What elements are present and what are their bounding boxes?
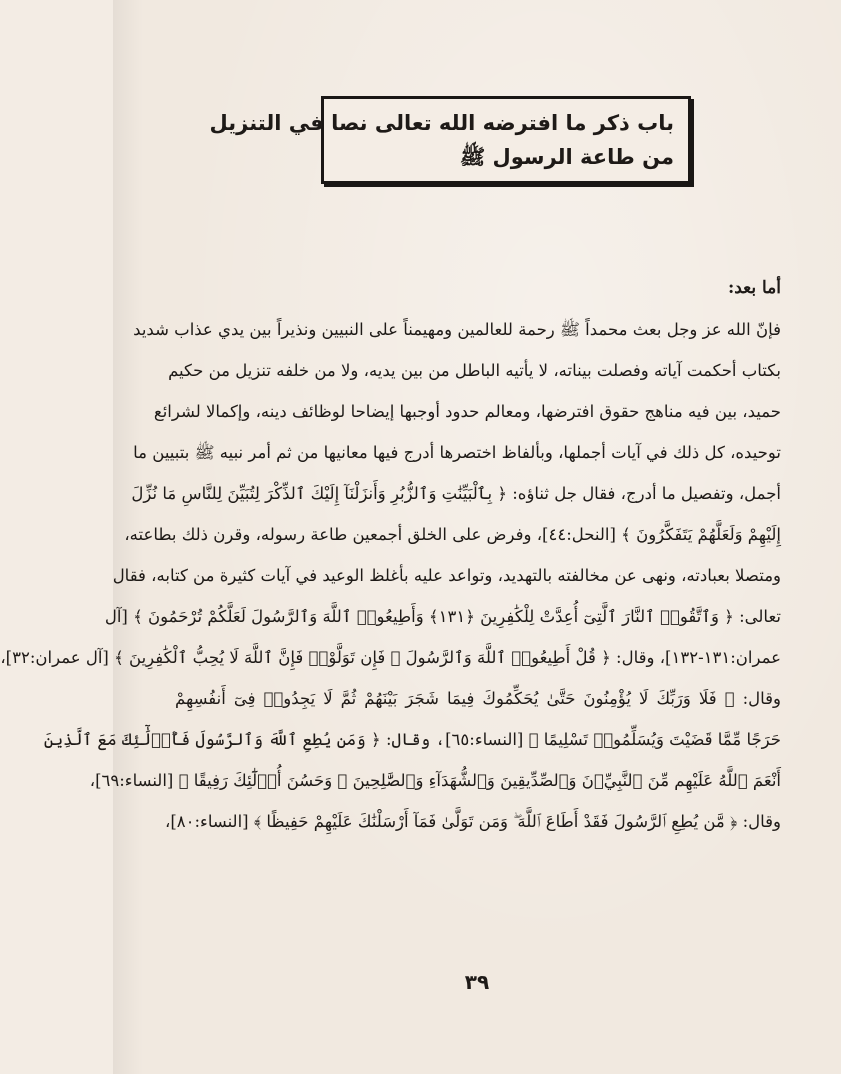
text-line: وقال: ﴿ مَّن يُطِعِ ٱلرَّسُولَ فَقَدْ أَطَاعَ ٱللَّهَ ۖ وَمَن تَوَلَّىٰ فَمَآ أَرْسَلْنَٰكَ عَلَيْهِمْ حَفِيظًا ﴾ [النساء:٨٠]، (165, 812, 781, 831)
text-line: أما بعد: (727, 278, 781, 298)
page-number: ٣٩ (464, 970, 490, 994)
body-text (0, 268, 781, 842)
text-line: أجمل، وتفصيل ما أدرج، فقال جل ثناؤه: ﴿ بِٱلْبَيِّنَٰتِ وَٱلزُّبُرِ وَأَنزَلْنَآ إِلَيْكَ ٱلذِّكْرَ لِتُبَيِّنَ لِلنَّاسِ مَا نُزِّلَ (131, 484, 781, 503)
text-line: حَرَجًا مِّمَّا قَضَيْتَ وَيُسَلِّمُوا۟ تَسْلِيمًا ﴾ [النساء:٦٥]، وقال: ﴿ وَمَن يُطِعِ ٱللَّهَ وَٱلرَّسُولَ فَأُو۟لَٰٓئِكَ مَعَ ٱلَّذِينَ (43, 730, 781, 749)
chapter-heading-line-2: من طاعة الرسول ﷺ (459, 145, 674, 169)
text-line: تعالى: ﴿ وَٱتَّقُوا۟ ٱلنَّارَ ٱلَّتِىٓ أُعِدَّتْ لِلْكَٰفِرِينَ ﴿١٣١﴾ وَأَطِيعُوا۟ ٱللَّهَ وَٱلرَّسُولَ لَعَلَّكُمْ تُرْحَمُونَ ﴾ [آل (104, 607, 781, 626)
text-line: فإنّ الله عز وجل بعث محمداً ﷺ رحمة للعالمين ومهيمناً على النبيين ونذيراً بين يدي عذاب شديد (133, 320, 781, 339)
text-line: بكتاب أحكمت آياته وفصلت بيناته، لا يأتيه الباطل من بين يديه، ولا من خلفه تنزيل من حكيم (168, 361, 781, 380)
text-line: إِلَيْهِمْ وَلَعَلَّهُمْ يَتَفَكَّرُونَ ﴾ [النحل:٤٤]، وفرض على الخلق أجمعين طاعة رسوله، وقرن ذلك بطاعته، (124, 525, 781, 544)
text-line: وقال: ﴿ فَلَا وَرَبِّكَ لَا يُؤْمِنُونَ حَتَّىٰ يُحَكِّمُوكَ فِيمَا شَجَرَ بَيْنَهُمْ ثُمَّ لَا يَجِدُوا۟ فِىٓ أَنفُسِهِمْ (175, 689, 781, 708)
text-line: ومتصلا بعبادته، ونهى عن مخالفته بالتهديد، وتواعد عليه بأغلظ الوعيد في آيات كثيرة من كتابه، فقال (112, 566, 781, 585)
text-line: توحيده، كل ذلك في آيات أجملها، وبألفاظ اختصرها أدرج فيها معانيها من ثم أمر نبيه ﷺ بتبيين ما (133, 443, 781, 462)
text-line: حميد، بين فيه مناهج حقوق افترضها، ومعالم حدود أوجبها إيضاحا لوظائف دينه، وإكمالا لشرائع (153, 402, 781, 421)
chapter-heading-line-1: باب ذكر ما افترضه الله تعالى نصا في التنزيل (209, 111, 674, 135)
text-line: عمران:١٣١-١٣٢]، وقال: ﴿ قُلْ أَطِيعُوا۟ ٱللَّهَ وَٱلرَّسُولَ ۖ فَإِن تَوَلَّوْا۟ فَإِنَّ ٱللَّهَ لَا يُحِبُّ ٱلْكَٰفِرِينَ ﴾ [آل عمران:٣٢]، (0, 648, 781, 667)
chapter-heading-box (209, 96, 691, 184)
text-line: أَنْعَمَ ٱللَّهُ عَلَيْهِم مِّنَ ٱلنَّبِيِّۦنَ وَٱلصِّدِّيقِينَ وَٱلشُّهَدَآءِ وَٱلصَّٰلِحِينَ ۚ وَحَسُنَ أُو۟لَٰٓئِكَ رَفِيقًا ﴾ [النساء:٦٩]، (89, 771, 781, 790)
